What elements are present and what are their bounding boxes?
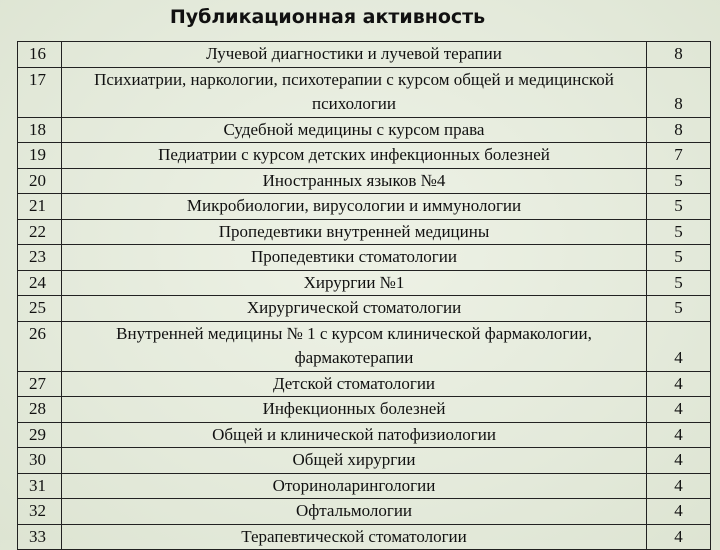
row-number: 26: [18, 321, 62, 371]
publication-count: 4: [647, 321, 711, 371]
publication-count: 4: [647, 524, 711, 550]
row-number: 25: [18, 296, 62, 322]
publication-count: 4: [647, 473, 711, 499]
row-number: 31: [18, 473, 62, 499]
department-name: Общей и клинической патофизиологии: [62, 422, 647, 448]
row-number: 17: [18, 67, 62, 117]
row-number: 21: [18, 194, 62, 220]
row-number: 32: [18, 499, 62, 525]
table-row: [18, 219, 711, 245]
department-name: Терапевтической стоматологии: [62, 524, 647, 550]
table-row: [18, 371, 711, 397]
table-row: [18, 67, 711, 117]
department-name: Хирургии №1: [62, 270, 647, 296]
publication-count: 5: [647, 245, 711, 271]
row-number: 27: [18, 371, 62, 397]
publication-count: 4: [647, 422, 711, 448]
row-number: 23: [18, 245, 62, 271]
table-row: [18, 117, 711, 143]
publication-count: 5: [647, 296, 711, 322]
department-name: Хирургической стоматологии: [62, 296, 647, 322]
department-name: Детской стоматологии: [62, 371, 647, 397]
row-number: 19: [18, 143, 62, 169]
table-row: [18, 194, 711, 220]
row-number: 29: [18, 422, 62, 448]
table-row: [18, 42, 711, 68]
row-number: 30: [18, 448, 62, 474]
row-number: 16: [18, 42, 62, 68]
table-row: [18, 499, 711, 525]
row-number: 28: [18, 397, 62, 423]
department-name: Внутренней медицины № 1 с курсом клинической фармакологии, фармакотерапии: [62, 321, 647, 371]
row-number: 20: [18, 168, 62, 194]
department-name: Пропедевтики стоматологии: [62, 245, 647, 271]
table-row: [18, 270, 711, 296]
table-row: [18, 473, 711, 499]
table-row: [18, 168, 711, 194]
department-name: Общей хирургии: [62, 448, 647, 474]
table-row: [18, 143, 711, 169]
publication-count: 8: [647, 117, 711, 143]
table-row: [18, 296, 711, 322]
table-row: [18, 422, 711, 448]
department-name: Оториноларингологии: [62, 473, 647, 499]
publication-count: 7: [647, 143, 711, 169]
publication-count: 5: [647, 168, 711, 194]
publication-count: 4: [647, 448, 711, 474]
row-number: 18: [18, 117, 62, 143]
department-name: Инфекционных болезней: [62, 397, 647, 423]
publication-count: 4: [647, 371, 711, 397]
publication-count: 5: [647, 219, 711, 245]
department-name: Пропедевтики внутренней медицины: [62, 219, 647, 245]
row-number: 33: [18, 524, 62, 550]
department-name: Микробиологии, вирусологии и иммунологии: [62, 194, 647, 220]
publication-count: 5: [647, 194, 711, 220]
publication-count: 8: [647, 67, 711, 117]
table-row: [18, 448, 711, 474]
table-row: [18, 245, 711, 271]
row-number: 22: [18, 219, 62, 245]
table-row: [18, 524, 711, 550]
department-name: Психиатрии, наркологии, психотерапии с курсом общей и медицинской психологии: [62, 67, 647, 117]
publication-count: 4: [647, 499, 711, 525]
page-title: Публикационная активность: [169, 6, 486, 28]
department-name: Офтальмологии: [62, 499, 647, 525]
row-number: 24: [18, 270, 62, 296]
department-name: Педиатрии с курсом детских инфекционных болезней: [62, 143, 647, 169]
publication-count: 4: [647, 397, 711, 423]
department-name: Иностранных языков №4: [62, 168, 647, 194]
department-name: Лучевой диагностики и лучевой терапии: [62, 42, 647, 68]
publication-table: [17, 41, 711, 550]
publication-count: 5: [647, 270, 711, 296]
department-name: Судебной медицины с курсом права: [62, 117, 647, 143]
publication-count: 8: [647, 42, 711, 68]
table-row: [18, 321, 711, 371]
table-row: [18, 397, 711, 423]
